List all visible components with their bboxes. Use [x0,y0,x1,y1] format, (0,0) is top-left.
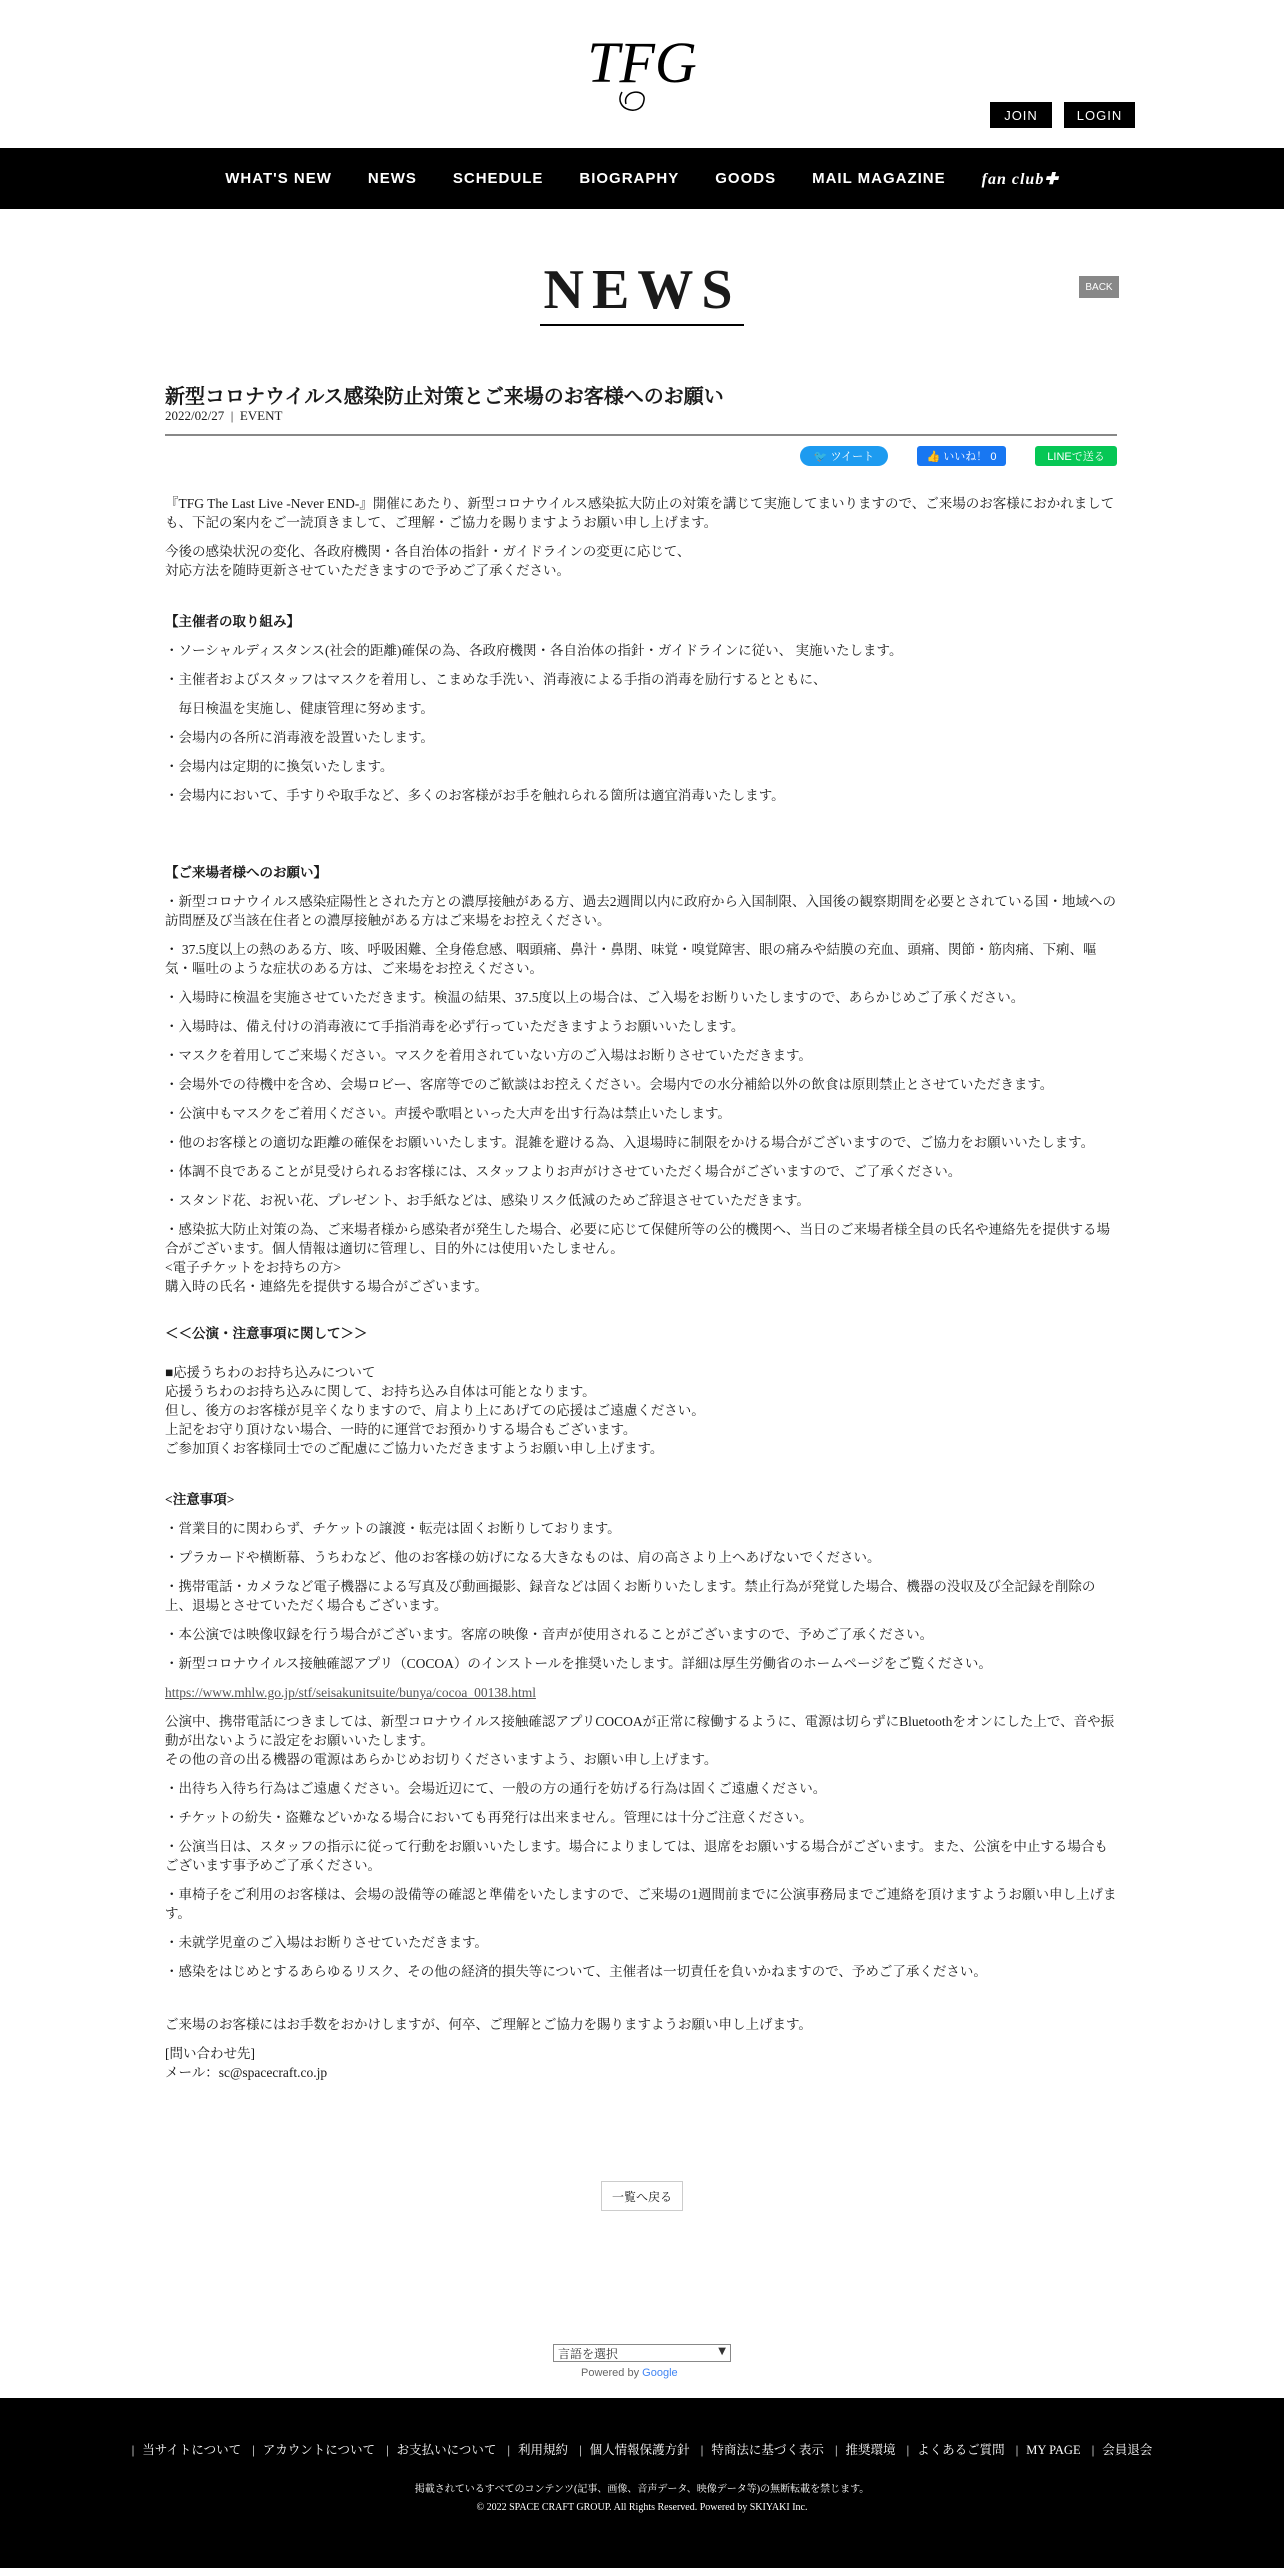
phone-note: 公演中、携帯電話につきましては、新型コロナウイルス接触確認アプリCOCOAが正常に稼働するように、電源は切らずにBluetoothをオンにした上で、音や振動が出ないように設定をお願いいたします。 [165,1714,1115,1748]
nav-biography[interactable]: BIOGRAPHY [579,170,680,187]
list-item: ・公演中もマスクをご着用ください。声援や歌唱といった大声を出す行為は禁止いたします。 [165,1106,731,1121]
list-item: ・体調不良であることが見受けられるお客様には、スタッフよりお声がけさせていただく場合がございますので、ご了承ください。 [165,1164,962,1179]
footer-copyright: © 2022 SPACE CRAFT GROUP. All Rights Reserved. Powered by SKIYAKI Inc. [476,2502,808,2513]
list-item: ・公演当日は、スタッフの指示に従って行動をお願いいたします。場合によりましては、退席をお願いする場合がございます。また、公演を中止する場合もございます事予めご了承ください。 [165,1839,1108,1873]
article-category[interactable]: EVENT [239,408,283,423]
list-item: ・ 37.5度以上の熱のある方、咳、呼吸困難、全身倦怠感、咽頭痛、鼻汁・鼻閉、味覚・嗅覚障害、眼の痛みや結膜の充血、頭痛、関節・筋肉痛、下痢、嘔気・嘔吐のような症状のある方は、ご来場をお控えください。 [165,942,1097,976]
twitter-bird-icon: 🐦 [813,450,831,463]
nav-mail-magazine[interactable]: MAIL MAGAZINE [812,170,946,187]
contact-heading: [問い合わせ先] [165,2046,255,2061]
phone-note-2: その他の音の出る機器の電源はあらかじめお切りくださいますよう、お願い申し上げます。 [165,1752,718,1767]
footer-link[interactable]: お支払いについて [396,2443,497,2457]
list-item: ・主催者およびスタッフはマスクを着用し、こまめな手洗い、消毒液による手指の消毒を励行するとともに、 [165,672,827,687]
back-button[interactable]: BACK [1079,276,1119,298]
list-item: ・感染拡大防止対策の為、ご来場者様から感染者が発生した場合、必要に応じて保健所等の公的機関へ、当日のご来場者様全員の氏名や連絡先を提供する場合がございます。個人情報は適切に管理し、目的外には使用いたしません。 [165,1222,1110,1256]
list-item: ・会場内の各所に消毒液を設置いたします。 [165,730,434,745]
svg-text:TFG: TFG [587,30,697,95]
list-item: ・車椅子をご利用のお客様は、会場の設備等の確認と準備をいたしますので、ご来場の1週間前までに公演事務局までご連絡を頂けますようお願い申し上げます。 [165,1887,1117,1921]
list-item: 毎日検温を実施し、健康管理に努めます。 [165,701,434,716]
eticket-heading: <電子チケットをお持ちの方> [165,1260,342,1275]
tweet-label: ツイート [830,451,875,463]
facebook-like-button[interactable] [917,446,1006,466]
chevron-down-icon: ▼ [718,2346,726,2357]
fan-line: 但し、後方のお客様が見辛くなりますので、肩より上にあげての応援はご遠慮ください。 [165,1403,705,1418]
title-divider [165,434,1117,436]
list-item: ・チケットの紛失・盗難などいかなる場合においても再発行は出来ません。管理には十分ご注意ください。 [165,1810,813,1825]
nav-fan-club[interactable]: fan club✚ [981,170,1059,188]
list-item: ・本公演では映像収録を行う場合がございます。客席の映像・音声が使用されることがございますので、予めご了承ください。 [165,1627,934,1642]
powered-by-label: Powered by [581,2367,640,2379]
article-title: 新型コロナウイルス感染防止対策とご来場のお客様へのお願い [165,384,724,408]
powered-by-google [581,2367,678,2379]
intro-paragraph-2: 今後の感染状況の変化、各政府機関・各自治体の指針・ガイドラインの変更に応じて、 [165,544,691,559]
meta-separator: | [227,408,237,423]
fan-line: ご参加頂くお客様同士でのご配慮にご協力いただきますようお願い申し上げます。 [165,1441,664,1456]
footer-link[interactable]: アカウントについて [262,2443,375,2457]
list-item: ・営業目的に関わらず、チケットの譲渡・転売は固くお断りしております。 [165,1521,621,1536]
visitor-heading: 【ご来場者様へのお願い】 [165,865,327,880]
list-item: ・プラカードや横断幕、うちわなど、他のお客様の妨げになる大きなものは、肩の高さより上へあげないでください。 [165,1550,881,1565]
intro-paragraph: 『TFG The Last Live -Never END-』開催にあたり、新型コロナウイルス感染拡大防止の対策を講じて実施してまいりますので、ご来場のお客様におかれましても、下記の案内をご一読頂きまして、ご理解・ご協力を賜りますようお願い申し上げます。 [165,496,1115,530]
article-body [165,494,1117,2082]
footer-link[interactable]: 特商法に基づく表示 [711,2443,824,2457]
google-logo: Google [642,2367,678,2379]
closing-paragraph: ご来場のお客様にはお手数をおかけしますが、何卒、ご理解とご協力を賜りますようお願い申し上げます。 [165,2017,812,2032]
tweet-button[interactable] [800,446,888,466]
intro-paragraph-3: 対応方法を随時更新させていただきますので予めご了承ください。 [165,563,570,578]
language-select-value: 言語を選択 [558,2346,619,2361]
like-label: いいね！ 0 [943,451,997,463]
language-select[interactable] [553,2344,731,2362]
tfg-logo[interactable] [582,30,702,118]
footer-link[interactable]: 当サイトについて [142,2443,242,2457]
line-share-button[interactable]: LINEで送る [1035,446,1117,466]
list-item: ・新型コロナウイルス接触確認アプリ（COCOA）のインストールを推奨いたします。詳細は厚生労働省のホームページをご覧ください。 [165,1656,992,1671]
list-item: ・他のお客様との適切な距離の確保をお願いいたします。混雑を避ける為、入退場時に制限をかける場合がございますので、ご協力をお願いいたします。 [165,1135,1095,1150]
footer-links: | 当サイトについて | アカウントについて | お支払いについて | 利用規約 | 個人情報保護方針 | 特商法に基づく表示 | 推奨環境 | よくあるご質問 | MY PAGE | 会員退会 [131,2443,1153,2457]
list-item: ・入場時に検温を実施させていただきます。検温の結果、37.5度以上の場合は、ご入場をお断りいたしますので、あらかじめご了承ください。 [165,990,1025,1005]
site-footer [0,2398,1284,2568]
nav-whats-new[interactable]: WHAT'S NEW [225,170,332,187]
footer-notice: 掲載されているすべてのコンテンツ(記事、画像、音声データ、映像データ等)の無断転載を禁じます。 [414,2484,870,2495]
cocoa-link[interactable]: https://www.mhlw.go.jp/stf/seisakunitsuite/bunya/cocoa_00138.html [165,1685,536,1700]
list-item: ・ソーシャルディスタンス(社会的距離)確保の為、各政府機関・各自治体の指針・ガイドラインに従い、 実施いたします。 [165,643,903,658]
list-item: ・感染をはじめとするあらゆるリスク、その他の経済的損失等について、主催者は一切責任を負いかねますので、予めご了承ください。 [165,1964,987,1979]
list-item: ・新型コロナウイルス感染症陽性とされた方との濃厚接触がある方、過去2週間以内に政府から入国制限、入国後の観察期間を必要とされている国・地域への訪問歴及び当該在住者との濃厚接触がある方はご来場をお控えください。 [165,894,1116,928]
login-button[interactable]: LOGIN [1064,102,1135,128]
eticket-body: 購入時の氏名・連絡先を提供する場合がございます。 [165,1279,488,1294]
fan-heading: ■応援うちわのお持ち込みについて [165,1365,376,1380]
footer-link[interactable]: 利用規約 [518,2443,569,2457]
join-button[interactable]: JOIN [990,102,1052,128]
nav-goods[interactable]: GOODS [715,170,777,187]
footer-link[interactable]: 推奨環境 [845,2443,896,2457]
organizer-heading: 【主催者の取り組み】 [165,614,300,629]
fan-line: 上記をお守り頂けない場合、一時的に運営でお預かりする場合もございます。 [165,1422,637,1437]
list-item: ・会場内は定期的に換気いたします。 [165,759,394,774]
main-nav [0,148,1284,209]
contact-mail: メール：sc@spacecraft.co.jp [165,2065,328,2080]
article-meta [165,408,1117,424]
back-to-list-button[interactable]: 一覧へ戻る [601,2181,683,2211]
article-date: 2022/02/27 [165,408,225,423]
site-header [0,0,1284,148]
footer-link[interactable]: 会員退会 [1102,2443,1153,2457]
footer-link[interactable]: よくあるご質問 [917,2443,1005,2457]
list-item: ・携帯電話・カメラなど電子機器による写真及び動画撮影、録音などは固くお断りいたします。禁止行為が発覚した場合、機器の没収及び全記録を削除の上、退場とさせていただく場合もございます。 [165,1579,1096,1613]
list-item: ・会場内において、手すりや取手など、多くのお客様がお手を触れられる箇所は適宜消毒いたします。 [165,788,785,803]
list-item: ・スタンド花、お祝い花、プレゼント、お手紙などは、感染リスク低減のためご辞退させていただきます。 [165,1193,810,1208]
list-item: ・マスクを着用してご来場ください。マスクを着用されていない方のご入場はお断りさせていただきます。 [165,1048,812,1063]
nav-schedule[interactable]: SCHEDULE [452,170,544,187]
footer-link[interactable]: 個人情報保護方針 [589,2443,690,2457]
list-item: ・入場時は、備え付けの消毒液にて手指消毒を必ず行っていただきますようお願いいたします。 [165,1019,745,1034]
notes-heading: <注意事項> [165,1492,235,1507]
thumbs-up-icon: 👍 [926,450,944,463]
fan-line: 応援うちわのお持ち込みに関して、お持ち込み自体は可能となります。 [165,1384,596,1399]
page-title: NEWS [540,258,745,326]
footer-link[interactable]: MY PAGE [1026,2443,1081,2457]
show-notes-heading: ＜＜公演・注意事項に関して＞＞ [165,1326,368,1341]
list-item: ・未就学児童のご入場はお断りさせていただきます。 [165,1935,488,1950]
nav-news[interactable]: NEWS [367,170,417,187]
list-item: ・会場外での待機中を含め、会場ロビー、客席等でのご歓談はお控えください。会場内での水分補給以外の飲食は原則禁止とさせていただきます。 [165,1077,1054,1092]
list-item: ・出待ち入待ち行為はご遠慮ください。会場近辺にて、一般の方の通行を妨げる行為は固くご遠慮ください。 [165,1781,827,1796]
